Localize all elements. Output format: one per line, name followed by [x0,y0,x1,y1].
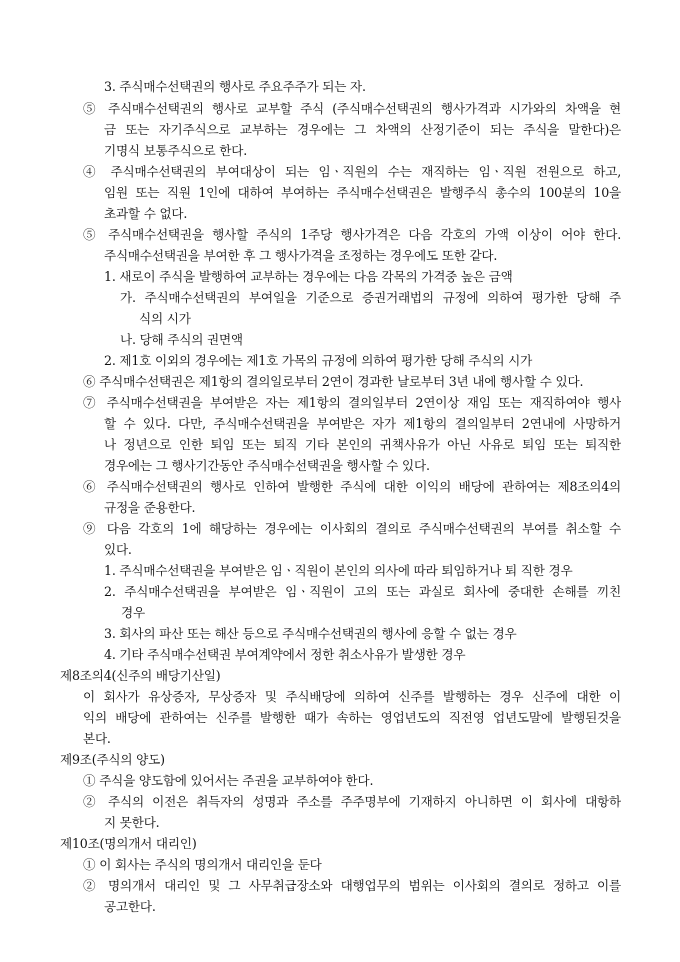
text-line: ① 이 회사는 주식의 명의개서 대리인을 둔다 [83,857,322,872]
text-line: 익의 배당에 관하여는 신주를 발행한 때가 속하는 영업년도의 직전영 업년도말에 발행된것을 [83,710,621,725]
text-line: 2. 제1호 이외의 경우에는 제1호 가목의 규정에 의하여 평가한 당해 주식의 시가 [104,353,533,368]
text-line: 식의 시가 [139,311,191,326]
text-line: 주식매수선택권을 부여한 후 그 행사가격을 조정하는 경우에도 또한 같다. [104,248,498,263]
text-line: ⑤ 주식매수선택권을 행사할 주식의 1주당 행사가격은 다음 각호의 가액 이상이 어야 한다. [83,227,621,242]
text-line: 2. 주식매수선택권을 부여받은 임ㆍ직원이 고의 또는 과실로 회사에 중대한 손해를 끼친 [104,584,621,599]
text-line: 초과할 수 없다. [104,206,188,221]
text-line: ⑥ 주식매수선택권의 행사로 인하여 발행한 주식에 대한 이익의 배당에 관하여는 제8조의4의 [83,479,621,494]
article-heading: 제10조(명의개서 대리인) [60,836,197,851]
text-line: 할 수 있다. 다만, 주식매수선택권을 부여받은 자가 제1항의 결의일부터 2연내에 사망하거 [104,416,621,431]
text-line: 4. 기타 주식매수선택권 부여계약에서 정한 취소사유가 발생한 경우 [104,647,466,662]
text-line: 3. 회사의 파산 또는 해산 등으로 주식매수선택권의 행사에 응할 수 없는 경우 [104,626,517,641]
text-line: 경우에는 그 행사기간동안 주식매수선택권을 행사할 수 있다. [104,458,430,473]
text-line: ① 주식을 양도함에 있어서는 주권을 교부하여야 한다. [83,773,374,788]
text-line: ⑦ 주식매수선택권을 부여받은 자는 제1항의 결의일부터 2연이상 재임 또는 재직하여야 행사 [83,395,621,410]
text-line: ⑥ 주식매수선택권은 제1항의 결의일로부터 2연이 경과한 날로부터 3년 내에 행사할 수 있다. [83,374,584,389]
article-heading: 제8조의4(신주의 배당기산일) [60,668,221,683]
text-line: ② 명의개서 대리인 및 그 사무취급장소와 대행업무의 범위는 이사회의 결의로 정하고 이를 [83,878,621,893]
text-line: 가. 주식매수선택권의 부여일을 기준으로 증권거래법의 규정에 의하여 평가한 당해 주 [120,290,621,305]
article-heading: 제9조(주식의 양도) [60,752,165,767]
text-line: 기명식 보통주식으로 한다. [104,143,248,158]
text-line: ② 주식의 이전은 취득자의 성명과 주소를 주주명부에 기재하지 아니하면 이 회사에 대항하 [83,794,621,809]
text-line: ⑨ 다음 각호의 1에 해당하는 경우에는 이사회의 결의로 주식매수선택권의 부여를 취소할 수 [83,521,621,536]
text-line: 본다. [83,731,111,746]
text-line: 나 정년으로 인한 퇴임 또는 퇴직 기타 본인의 귀책사유가 아닌 사유로 퇴임 또는 퇴직한 [104,437,621,452]
text-line: 지 못한다. [104,815,160,830]
text-line: 이 회사가 유상증자, 무상증자 및 주식배당에 의하여 신주를 발행하는 경우 신주에 대한 이 [83,689,621,704]
text-line: 나. 당해 주식의 권면액 [120,332,243,347]
text-line: 3. 주식매수선택권의 행사로 주요주주가 되는 자. [104,79,366,94]
text-line: 금 또는 자기주식으로 교부하는 경우에는 그 차액의 산정기준이 되는 주식을 말한다)은 [104,122,621,137]
text-line: 규정을 준용한다. [104,500,196,515]
text-line: 1. 새로이 주식을 발행하여 교부하는 경우에는 다음 각목의 가격중 높은 금액 [104,269,513,284]
text-line: 있다. [104,542,132,557]
text-line: 1. 주식매수선택권을 부여받은 임ㆍ직원이 본인의 의사에 따라 퇴임하거나 퇴 직한 경우 [104,563,573,578]
text-line: 경우 [121,605,145,620]
text-line: 임원 또는 직원 1인에 대하여 부여하는 주식매수선택권은 발행주식 총수의 100분의 10을 [104,185,621,200]
text-line: ④ 주식매수선택권의 부여대상이 되는 임ㆍ직원의 수는 재직하는 임ㆍ직원 전원으로 하고, [83,164,621,179]
text-line: 공고한다. [104,899,156,914]
text-line: ⑤ 주식매수선택권의 행사로 교부할 주식 (주식매수선택권의 행사가격과 시가와의 차액을 현 [83,101,621,116]
